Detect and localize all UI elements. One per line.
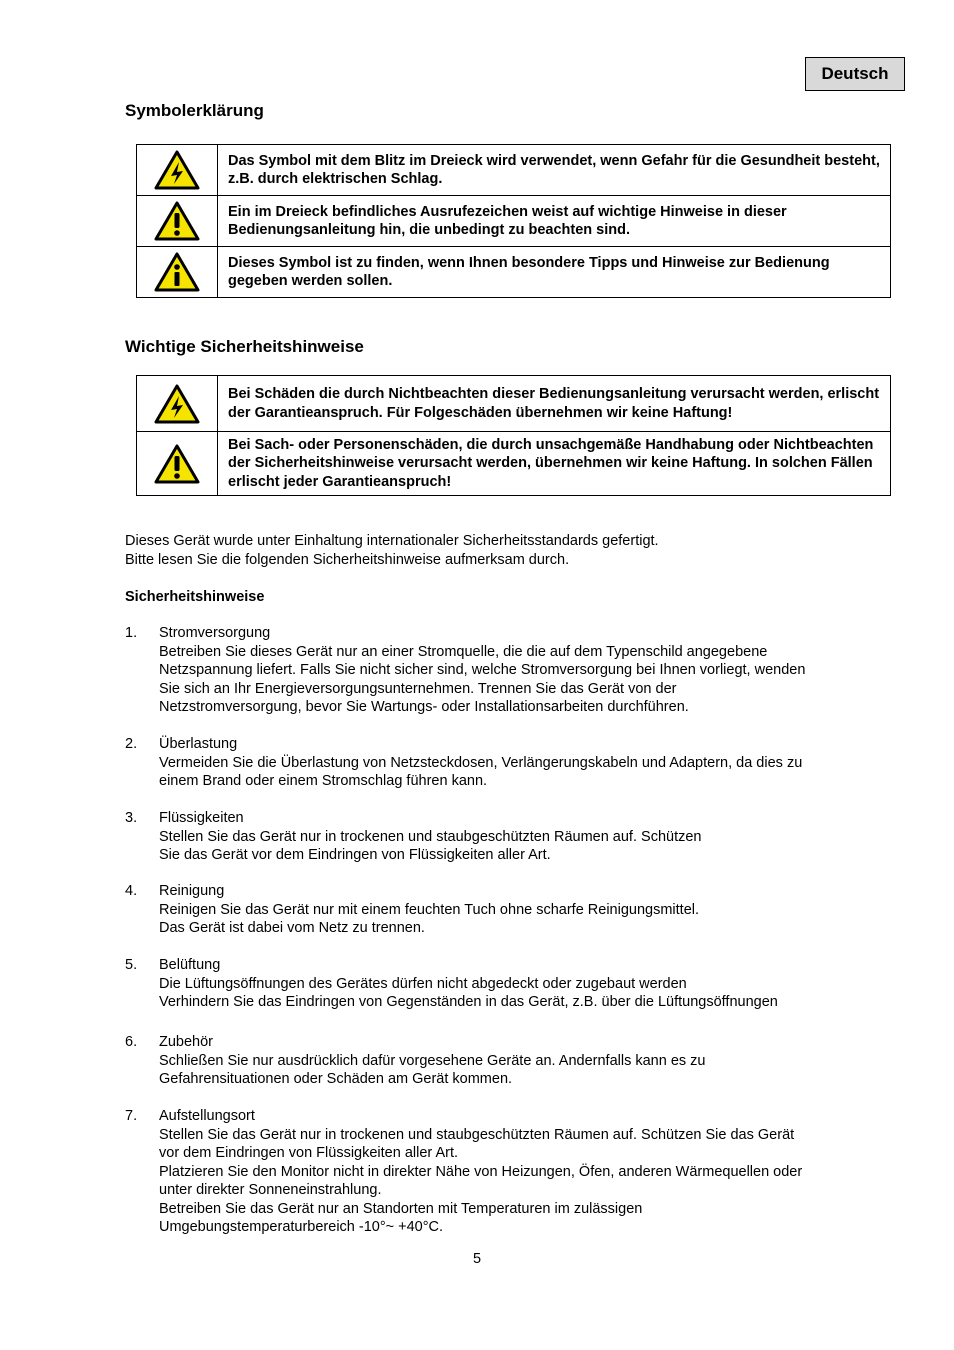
list-item-line: Stellen Sie das Gerät nur in trockenen und staubgeschützten Räumen auf. Schützen	[159, 828, 702, 845]
list-item-body	[159, 809, 879, 865]
symbol-icon-cell	[137, 196, 218, 247]
exclamation-warning-icon	[154, 201, 200, 241]
list-item-number: 3.	[125, 810, 138, 826]
symbol-icon-cell	[137, 247, 218, 298]
symbol-icon-cell	[137, 145, 218, 196]
list-item-line: Vermeiden Sie die Überlastung von Netzsteckdosen, Verlängerungskabeln und Adaptern, da dies zu	[159, 754, 803, 771]
intro-line: Bitte lesen Sie die folgenden Sicherheitshinweise aufmerksam durch.	[125, 552, 570, 568]
safety-table	[136, 375, 891, 496]
symbol-row	[137, 247, 891, 298]
list-item-line: Sie das Gerät vor dem Eindringen von Flüssigkeiten aller Art.	[159, 847, 551, 863]
list-item-heading: Überlastung	[159, 736, 238, 752]
list-item-body	[159, 735, 879, 791]
list-item-number: 1.	[125, 625, 138, 641]
list-item-line: unter direkter Sonneneinstrahlung.	[159, 1182, 382, 1198]
list-item-line: Netzstromversorgung, bevor Sie Wartungs- oder Installationsarbeiten durchführen.	[159, 699, 689, 715]
page-number: 5	[472, 1251, 482, 1267]
safety-notes-title: Sicherheitshinweise	[125, 589, 265, 605]
list-item-body	[159, 882, 879, 938]
symbol-row	[137, 196, 891, 247]
list-item-number: 5.	[125, 957, 138, 973]
list-item-line: vor dem Eindringen von Flüssigkeiten aller Art.	[159, 1145, 459, 1161]
lightning-warning-icon	[154, 150, 200, 190]
list-item-line: Schließen Sie nur ausdrücklich dafür vorgesehene Geräte an. Andernfalls kann es zu	[159, 1052, 706, 1069]
symbol-text: Dieses Symbol ist zu finden, wenn Ihnen besondere Tipps und Hinweise zur Bedienung gegeben werden sollen.	[218, 247, 891, 298]
safety-text: Bei Schäden die durch Nichtbeachten dieser Bedienungsanleitung verursacht werden, erlischt der Garantieanspruch. Für Folgeschäden übernehmen wir keine Haftung!	[218, 376, 891, 432]
symbols-table	[136, 144, 891, 298]
safety-section-title: Wichtige Sicherheitshinweise	[125, 337, 364, 356]
intro-line: Dieses Gerät wurde unter Einhaltung internationaler Sicherheitsstandards gefertigt.	[125, 533, 659, 549]
list-item-line: Die Lüftungsöffnungen des Gerätes dürfen nicht abgedeckt oder zugebaut werden	[159, 975, 687, 992]
list-item-heading: Zubehör	[159, 1034, 214, 1050]
list-item-number: 4.	[125, 883, 138, 899]
list-item-line: Betreiben Sie das Gerät nur an Standorten mit Temperaturen im zulässigen	[159, 1200, 643, 1217]
list-item-body	[159, 1107, 879, 1237]
safety-row	[137, 376, 891, 432]
list-item-number: 7.	[125, 1108, 138, 1124]
symbol-text: Das Symbol mit dem Blitz im Dreieck wird verwendet, wenn Gefahr für die Gesundheit besteht, z.B. durch elektrischen Schlag.	[218, 145, 891, 196]
lightning-warning-icon	[154, 384, 200, 424]
list-item-line: Verhindern Sie das Eindringen von Gegenständen in das Gerät, z.B. über die Lüftungsöffnungen	[159, 994, 778, 1010]
list-item-heading: Belüftung	[159, 957, 221, 973]
list-item-line: Sie sich an Ihr Energieversorgungsunternehmen. Trennen Sie das Gerät von der	[159, 680, 677, 697]
list-item-line: Gefahrensituationen oder Schäden am Gerät kommen.	[159, 1071, 513, 1087]
list-item-line: Netzspannung liefert. Falls Sie nicht sicher sind, welche Stromversorgung bei Ihnen vorliegt, wenden	[159, 662, 806, 678]
list-item-heading: Reinigung	[159, 883, 225, 899]
list-item-heading: Stromversorgung	[159, 625, 271, 641]
list-item-line: Stellen Sie das Gerät nur in trockenen und staubgeschützten Räumen auf. Schützen Sie das Gerät	[159, 1126, 795, 1143]
list-item-body	[159, 1033, 879, 1089]
safety-text: Bei Sach- oder Personenschäden, die durch unsachgemäße Handhabung oder Nichtbeachten der Sicherheitshinweise verursacht werden, übernehmen wir keine Haftung. In solchen Fällen erlischt jeder Garantieanspruch!	[218, 432, 891, 496]
list-item-heading: Aufstellungsort	[159, 1108, 255, 1124]
list-item-line: Das Gerät ist dabei vom Netz zu trennen.	[159, 920, 425, 936]
list-item-line: Umgebungstemperaturbereich -10°~ +40°C.	[159, 1219, 444, 1235]
symbol-text: Ein im Dreieck befindliches Ausrufezeichen weist auf wichtige Hinweise in dieser Bedienungsanleitung hin, die unbedingt zu beachten sind.	[218, 196, 891, 247]
list-item-number: 6.	[125, 1034, 138, 1050]
safety-row	[137, 432, 891, 496]
list-item-body	[159, 956, 879, 1012]
exclamation-warning-icon	[154, 444, 200, 484]
list-item-number: 2.	[125, 736, 138, 752]
language-badge: Deutsch	[805, 57, 905, 91]
safety-icon-cell	[137, 376, 218, 432]
list-item-body	[159, 624, 879, 717]
list-item-line: Betreiben Sie dieses Gerät nur an einer Stromquelle, die die auf dem Typenschild angegebene	[159, 643, 768, 660]
list-item-line: einem Brand oder einem Stromschlag führen kann.	[159, 773, 488, 789]
safety-icon-cell	[137, 432, 218, 496]
intro-paragraph	[125, 532, 659, 570]
list-item-line: Platzieren Sie den Monitor nicht in direkter Nähe von Heizungen, Öfen, anderen Wärmequellen oder	[159, 1163, 803, 1180]
symbol-row	[137, 145, 891, 196]
info-warning-icon	[154, 252, 200, 292]
list-item-line: Reinigen Sie das Gerät nur mit einem feuchten Tuch ohne scharfe Reinigungsmittel.	[159, 901, 700, 918]
list-item-heading: Flüssigkeiten	[159, 810, 244, 826]
symbols-section-title: Symbolerklärung	[125, 101, 264, 120]
